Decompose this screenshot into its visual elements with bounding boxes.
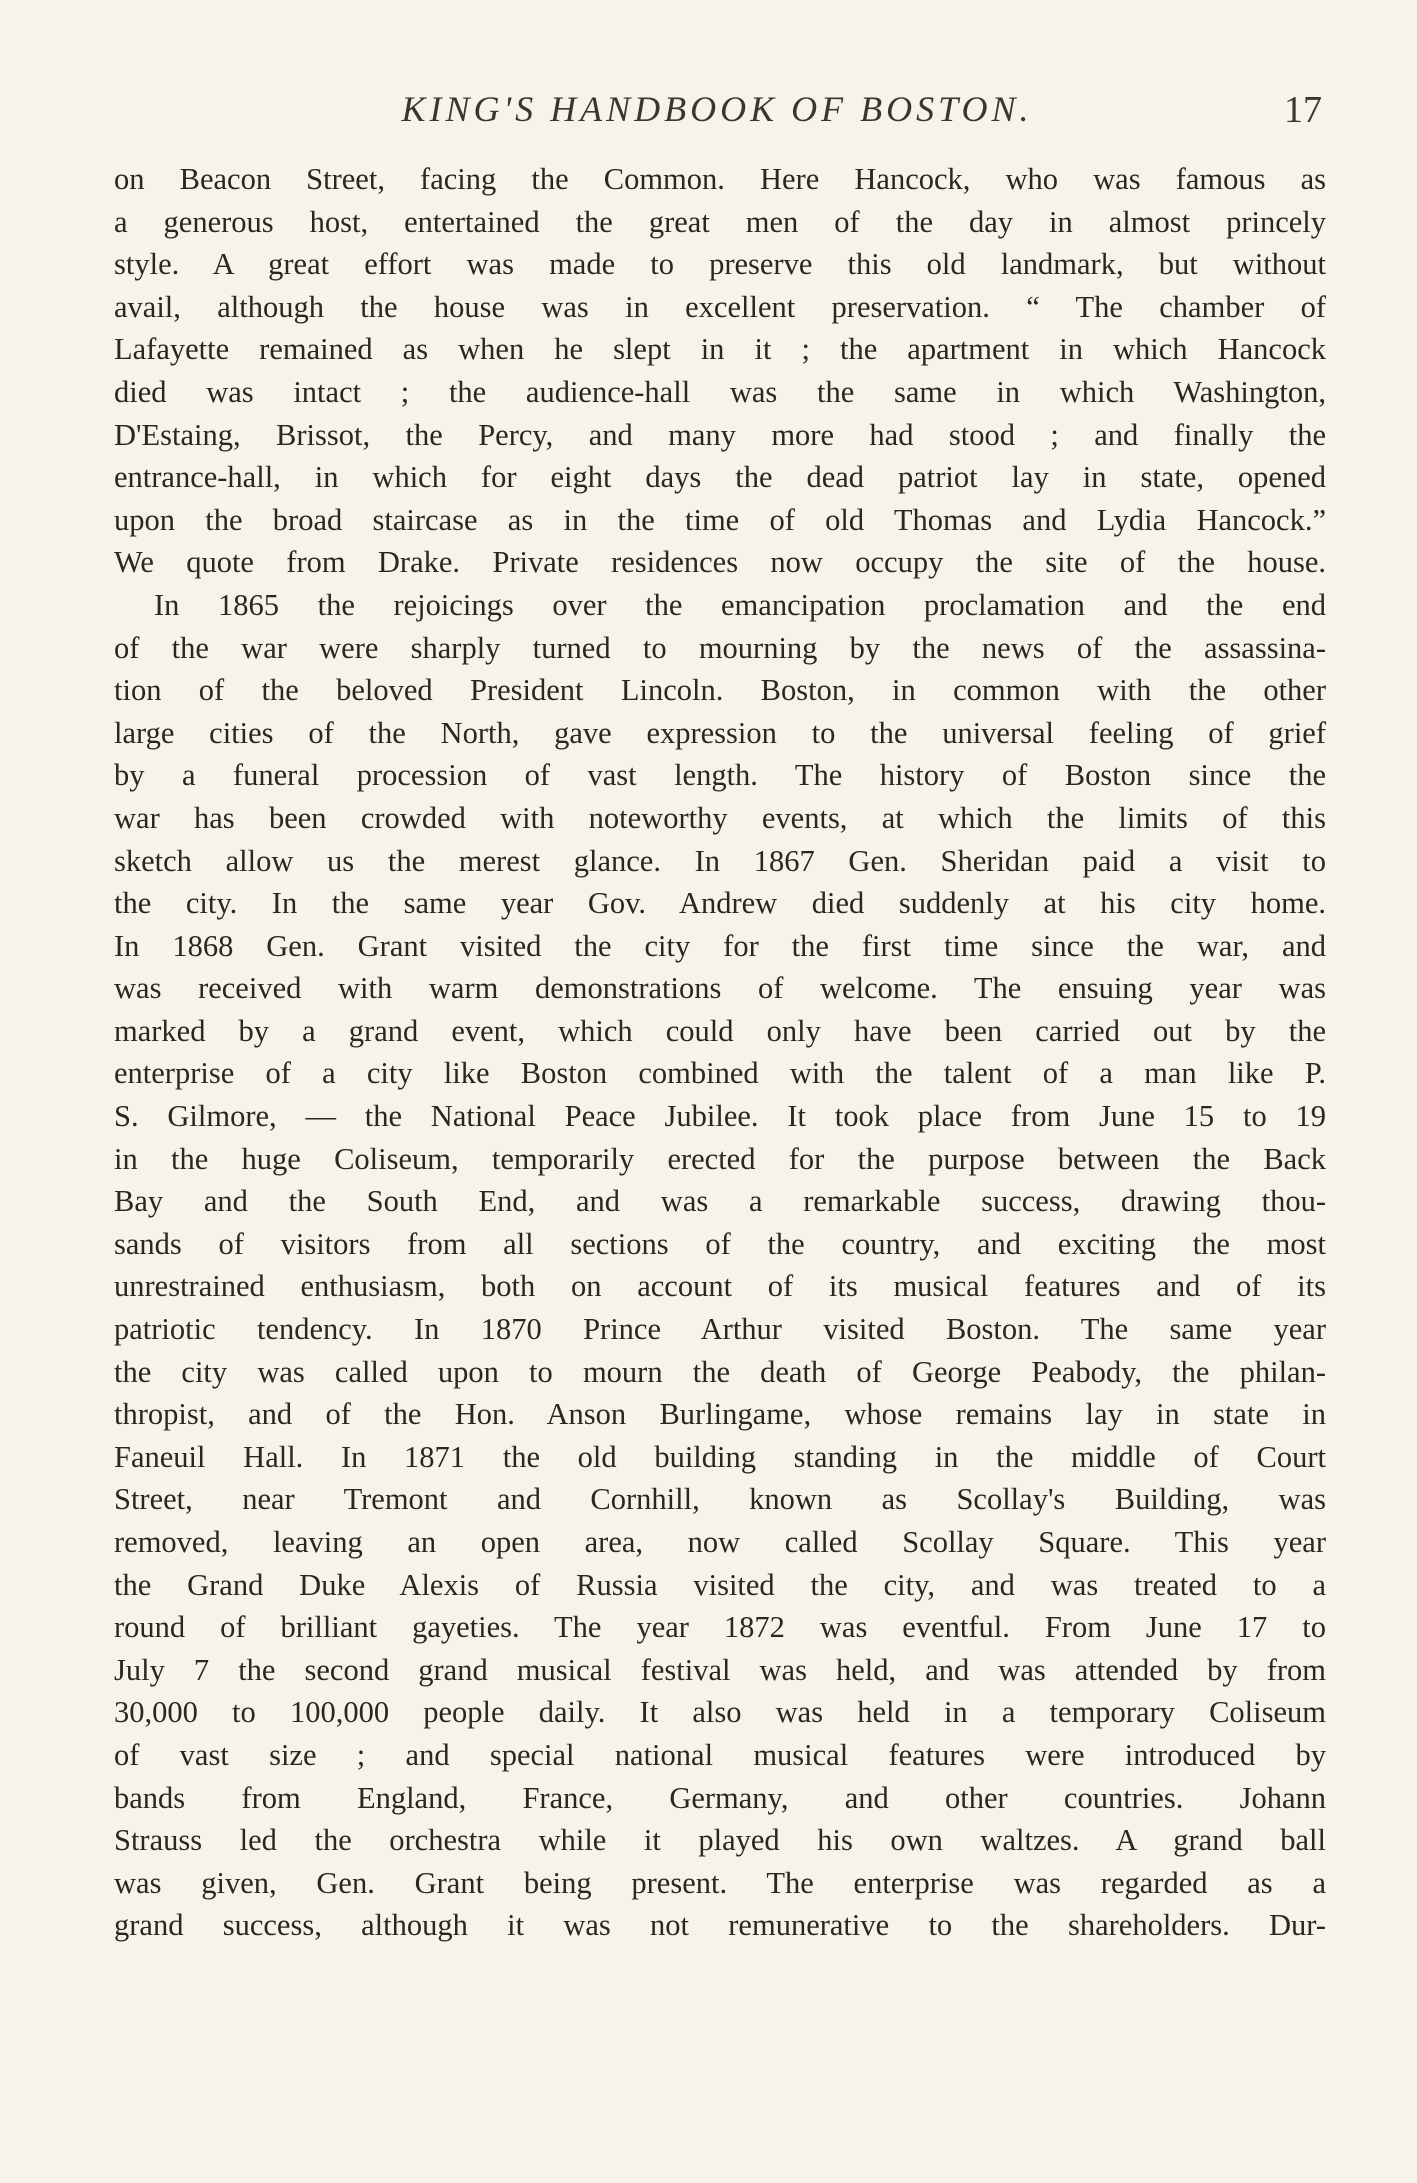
text-line: sketch allow us the merest glance. In 1867 Gen. Sheridan paid a visit to [114,843,1326,878]
text-line: by a funeral procession of vast length. The history of Boston since the [114,758,1326,793]
text-line: Faneuil Hall. In 1871 the old building standing in the middle of Court [114,1439,1326,1474]
text-line: In 1868 Gen. Grant visited the city for the first time since the war, and [114,928,1326,963]
text-line: the city was called upon to mourn the death of George Peabody, the philan- [114,1354,1326,1389]
running-header [112,80,1322,140]
body-text [114,158,1326,1947]
text-line: We quote from Drake. Private residences now occupy the site of the house. [114,545,1326,580]
running-title: KING'S HANDBOOK OF BOSTON. [401,89,1033,129]
text-line: upon the broad staircase as in the time of old Thomas and Lydia Hancock.” [114,502,1326,537]
text-line: Strauss led the orchestra while it played his own waltzes. A grand ball [114,1823,1326,1858]
text-line: style. A great effort was made to preserve this old landmark, but without [114,247,1326,282]
text-line: tion of the beloved President Lincoln. Boston, in common with the other [114,673,1326,708]
text-line: enterprise of a city like Boston combined with the talent of a man like P. [114,1056,1326,1091]
text-line: unrestrained enthusiasm, both on account of its musical features and of its [114,1269,1326,1304]
text-line: patriotic tendency. In 1870 Prince Arthur visited Boston. The same year [114,1312,1326,1347]
text-line: war has been crowded with noteworthy events, at which the limits of this [114,800,1326,835]
text-line: 30,000 to 100,000 people daily. It also was held in a temporary Coliseum [114,1695,1326,1730]
text-line: bands from England, France, Germany, and other countries. Johann [114,1780,1326,1815]
text-line: died was intact ; the audience-hall was the same in which Washington, [114,374,1326,409]
text-line: marked by a grand event, which could only have been carried out by the [114,1013,1326,1048]
text-line: In 1865 the rejoicings over the emancipation proclamation and the end [154,587,1326,622]
text-line: Lafayette remained as when he slept in it ; the apartment in which Hancock [114,332,1326,367]
text-line: avail, although the house was in excellent preservation. “ The chamber of [114,289,1326,324]
text-line: July 7 the second grand musical festival was held, and was attended by from [114,1652,1326,1687]
text-line: was given, Gen. Grant being present. The enterprise was regarded as a [114,1865,1326,1900]
text-line: of vast size ; and special national musical features were introduced by [114,1737,1326,1772]
text-line: on Beacon Street, facing the Common. Here Hancock, who was famous as [114,162,1326,196]
text-line: S. Gilmore, — the National Peace Jubilee. It took place from June 15 to 19 [114,1099,1326,1134]
text-line: of the war were sharply turned to mourning by the news of the assassina- [114,630,1326,665]
text-line: in the huge Coliseum, temporarily erected for the purpose between the Back [114,1141,1326,1176]
text-line: was received with warm demonstrations of welcome. The ensuing year was [114,971,1326,1006]
text-line: grand success, although it was not remunerative to the shareholders. Dur- [114,1908,1326,1943]
text-line: a generous host, entertained the great men of the day in almost princely [114,204,1326,239]
text-line: thropist, and of the Hon. Anson Burlingame, whose remains lay in state in [114,1397,1326,1432]
text-line: large cities of the North, gave expression to the universal feeling of grief [114,715,1326,750]
text-line: removed, leaving an open area, now called Scollay Square. This year [114,1525,1326,1559]
text-line: the Grand Duke Alexis of Russia visited the city, and was treated to a [114,1567,1326,1602]
text-line: sands of visitors from all sections of the country, and exciting the most [114,1226,1326,1261]
text-line: the city. In the same year Gov. Andrew died suddenly at his city home. [114,886,1326,921]
text-line: round of brilliant gayeties. The year 1872 was eventful. From June 17 to [114,1610,1326,1645]
text-line: D'Estaing, Brissot, the Percy, and many more had stood ; and finally the [114,417,1326,452]
text-line: Street, near Tremont and Cornhill, known as Scollay's Building, was [114,1482,1326,1517]
text-line: entrance-hall, in which for eight days the dead patriot lay in state, opened [114,460,1326,495]
page-number: 17 [1284,89,1322,131]
text-line: Bay and the South End, and was a remarkable success, drawing thou- [114,1184,1326,1219]
